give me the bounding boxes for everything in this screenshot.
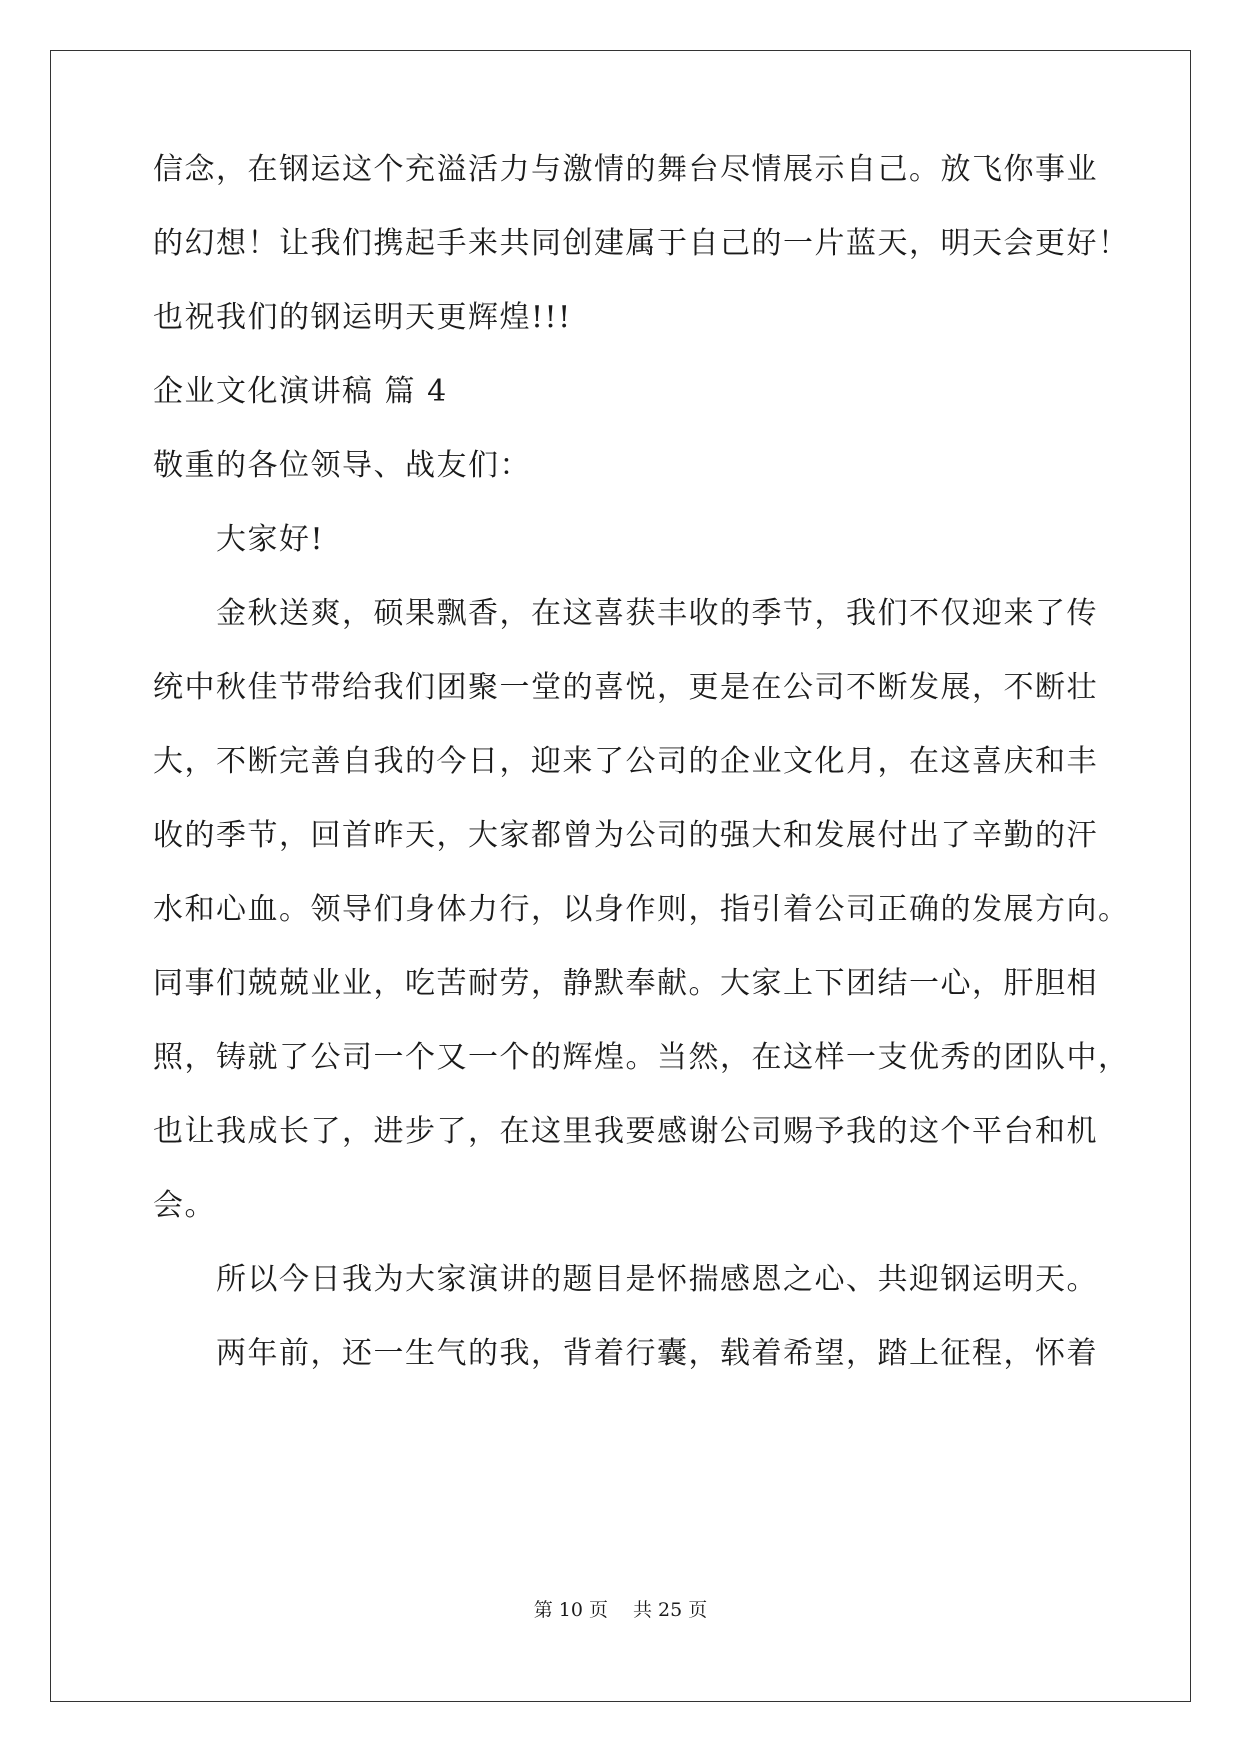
- body-line: 水和心血。领导们身体力行，以身作则，指引着公司正确的发展方向。: [153, 892, 1130, 927]
- body-line: 的幻想！让我们携起手来共同创建属于自己的一片蓝天，明天会更好！: [153, 226, 1130, 261]
- body-line: 照，铸就了公司一个又一个的辉煌。当然，在这样一支优秀的团队中，: [153, 1040, 1130, 1075]
- body-line: 会。: [153, 1188, 216, 1223]
- body-line: 也祝我们的钢运明天更辉煌!!!: [153, 300, 572, 335]
- section-heading: 企业文化演讲稿 篇 4: [153, 374, 448, 409]
- body-line: 信念，在钢运这个充溢活力与激情的舞台尽情展示自己。放飞你事业: [153, 152, 1098, 187]
- salutation: 敬重的各位领导、战友们：: [153, 448, 531, 483]
- body-line: 所以今日我为大家演讲的题目是怀揣感恩之心、共迎钢运明天。: [216, 1262, 1098, 1297]
- greeting: 大家好!: [216, 522, 325, 557]
- body-line: 同事们兢兢业业，吃苦耐劳，静默奉献。大家上下团结一心，肝胆相: [153, 966, 1098, 1001]
- body-line: 统中秋佳节带给我们团聚一堂的喜悦，更是在公司不断发展，不断壮: [153, 670, 1098, 705]
- body-line: 也让我成长了，进步了，在这里我要感谢公司赐予我的这个平台和机: [153, 1114, 1098, 1149]
- body-line: 两年前，还一生气的我，背着行囊，载着希望，踏上征程，怀着: [216, 1336, 1098, 1371]
- body-line: 大，不断完善自我的今日，迎来了公司的企业文化月，在这喜庆和丰: [153, 744, 1098, 779]
- page-number: 第 10 页 共 25 页: [533, 1599, 708, 1621]
- body-line: 收的季节，回首昨天，大家都曾为公司的强大和发展付出了辛勤的汗: [153, 818, 1098, 853]
- body-line: 金秋送爽，硕果飘香，在这喜获丰收的季节，我们不仅迎来了传: [216, 596, 1098, 631]
